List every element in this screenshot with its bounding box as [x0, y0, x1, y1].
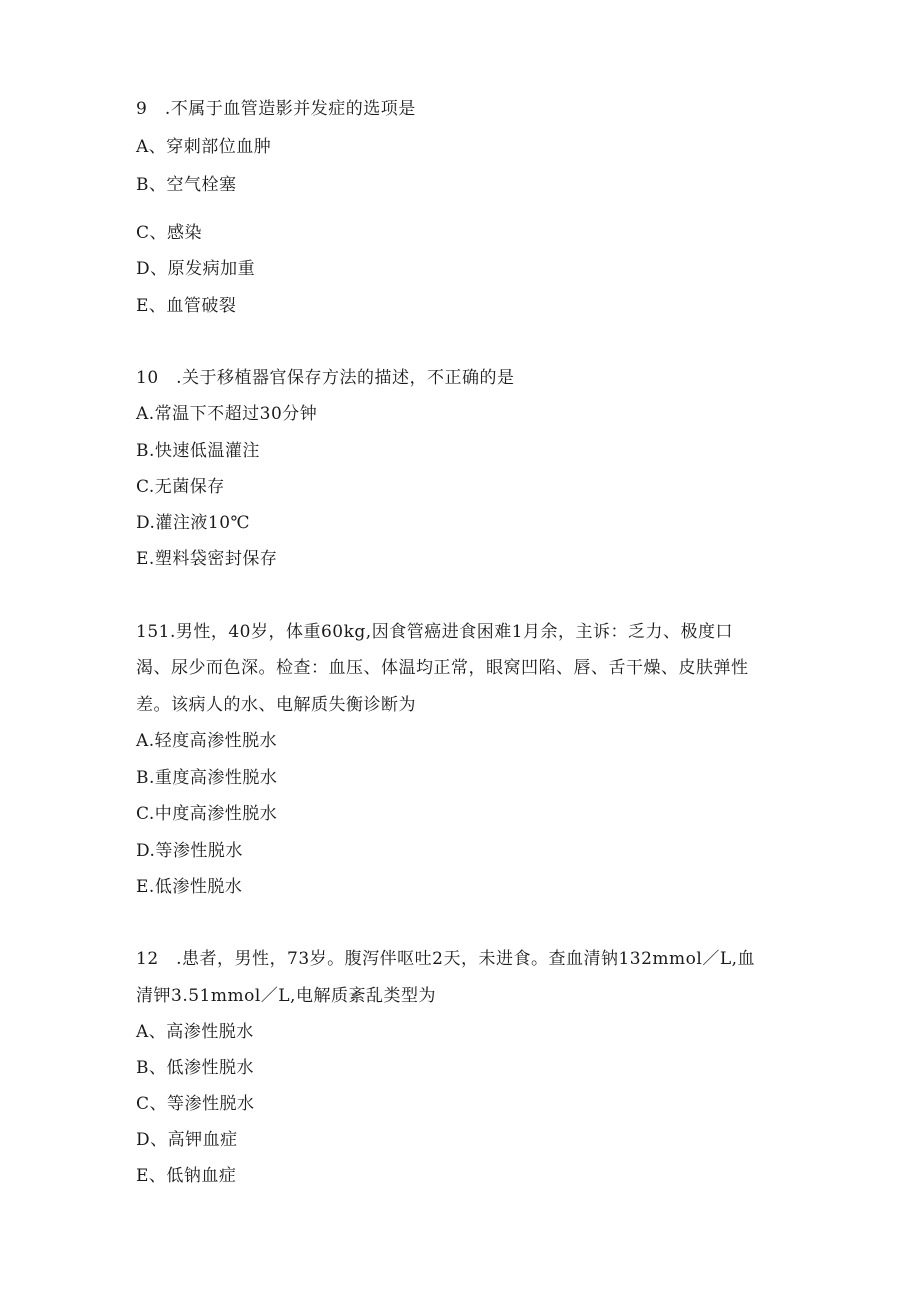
question-10-option-d: D.灌注液10℃	[136, 513, 251, 533]
question-10-option-b: B.快速低温灌注	[136, 441, 260, 461]
question-12-option-d: D、高钾血症	[136, 1130, 238, 1150]
question-9-option-b: B、空气栓塞	[136, 175, 237, 195]
question-10-option-c: C.无菌保存	[136, 477, 225, 497]
question-12-option-c: C、等渗性脱水	[136, 1094, 255, 1114]
question-12-option-e: E、低钠血症	[136, 1166, 237, 1186]
question-12-option-b: B、低渗性脱水	[136, 1058, 254, 1078]
question-151-option-d: D.等渗性脱水	[136, 841, 243, 861]
question-151-option-b: B.重度高渗性脱水	[136, 768, 278, 788]
question-151-stem-line-1: 151.男性，40岁，体重60kg,因食管癌进食困难1月余，主诉：乏力、极度口	[136, 622, 734, 642]
question-151-stem-line-2: 渴、尿少而色深。检查：血压、体温均正常，眼窝凹陷、唇、舌干燥、皮肤弹性	[136, 658, 749, 678]
question-151-option-e: E.低渗性脱水	[136, 877, 243, 897]
question-151-option-c: C.中度高渗性脱水	[136, 804, 278, 824]
question-12-option-a: A、高渗性脱水	[136, 1022, 254, 1042]
question-151-option-a: A.轻度高渗性脱水	[136, 731, 278, 751]
question-12-stem-line-1: 12 .患者，男性，73岁。腹泻伴呕吐2天，未进食。查血清钠132mmol／L,血	[136, 949, 756, 969]
question-10-stem: 10 .关于移植器官保存方法的描述，不正确的是	[136, 368, 515, 388]
question-9-option-c: C、感染	[136, 223, 203, 243]
question-151-stem-line-3: 差。该病人的水、电解质失衡诊断为	[136, 695, 416, 715]
question-12-stem-line-2: 清钾3.51mmol／L,电解质紊乱类型为	[136, 986, 436, 1006]
question-10-option-a: A.常温下不超过30分钟	[136, 404, 318, 424]
question-9-option-a: A、穿刺部位血肿	[136, 137, 272, 157]
question-9-stem: 9 .不属于血管造影并发症的选项是	[136, 99, 416, 119]
question-9-option-e: E、血管破裂	[136, 296, 237, 316]
question-9-option-d: D、原发病加重	[136, 259, 256, 279]
question-10-option-e: E.塑料袋密封保存	[136, 549, 278, 569]
